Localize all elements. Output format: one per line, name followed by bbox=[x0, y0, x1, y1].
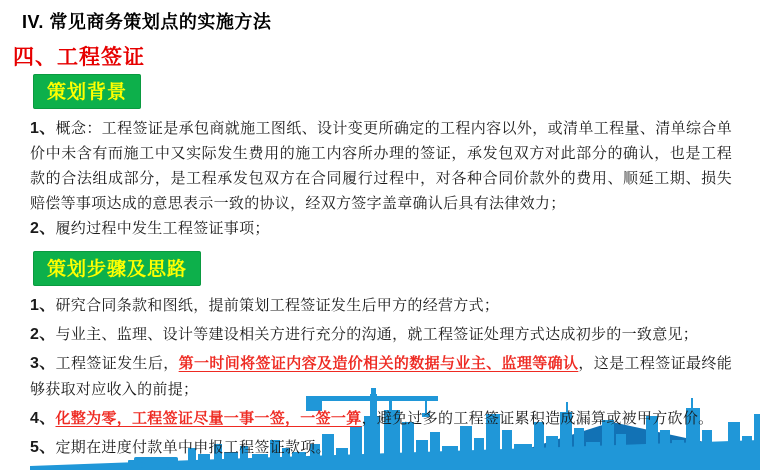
item-number: 2、 bbox=[30, 326, 56, 343]
body-text: 履约过程中发生工程签证事项； bbox=[55, 220, 270, 237]
item-number: 5、 bbox=[30, 439, 56, 456]
planning-steps-badge: 策划步骤及思路 bbox=[33, 251, 201, 286]
item-number: 1、 bbox=[30, 120, 56, 137]
planning-steps-list bbox=[30, 293, 732, 461]
item-number: 1、 bbox=[30, 297, 56, 314]
item-number: 4、 bbox=[30, 410, 56, 427]
body-text: 概念：工程签证是承包商就施工图纸、设计变更所确定的工程内容以外，或清单工程量、清单综合单价中未含有而施工中又实际发生费用的施工内容所办理的签证，承发包双方对此部分的确认，也是工程款的合法组成部分，是工程承发包双方在合同履行过程中，对各种合同价款外的费用、顺延工期、损失赔偿等事项达成的意思表示一致的协议，经双方签字盖章确认后具有法律效力； bbox=[30, 120, 732, 212]
slide-title: IV. 常见商务策划点的实施方法 bbox=[22, 12, 272, 32]
body-text: 与业主、监理、设计等建设相关方进行充分的沟通，就工程签证处理方式达成初步的一致意见； bbox=[55, 326, 699, 343]
body-text: 工程签证发生后， bbox=[55, 355, 179, 372]
planning-background-badge: 策划背景 bbox=[33, 74, 141, 109]
highlighted-text: 第一时间将签证内容及造价相关的数据与业主、监理等确认 bbox=[178, 355, 579, 372]
list-item bbox=[30, 322, 732, 348]
body-text: 研究合同条款和图纸，提前策划工程签证发生后甲方的经营方式； bbox=[55, 297, 500, 314]
item-number: 2、 bbox=[30, 220, 56, 237]
body-text: ，避免过多的工程签证累积造成漏算或被甲方砍价。 bbox=[361, 410, 714, 427]
list-item bbox=[30, 216, 732, 241]
list-item bbox=[30, 351, 732, 403]
list-item bbox=[30, 406, 732, 432]
highlighted-text: 化整为零，工程签证尽量一事一签，一签一算 bbox=[55, 410, 362, 427]
list-item bbox=[30, 116, 732, 216]
body-text: ，这是工程签证最终能够获取对应收入的前提； bbox=[30, 355, 732, 398]
planning-background-list bbox=[30, 116, 732, 241]
list-item bbox=[30, 435, 732, 461]
list-item bbox=[30, 293, 732, 319]
body-text: 定期在进度付款单中申报工程签证款项。 bbox=[55, 439, 331, 456]
item-number: 3、 bbox=[30, 355, 56, 372]
section-heading: 四、工程签证 bbox=[13, 46, 145, 69]
